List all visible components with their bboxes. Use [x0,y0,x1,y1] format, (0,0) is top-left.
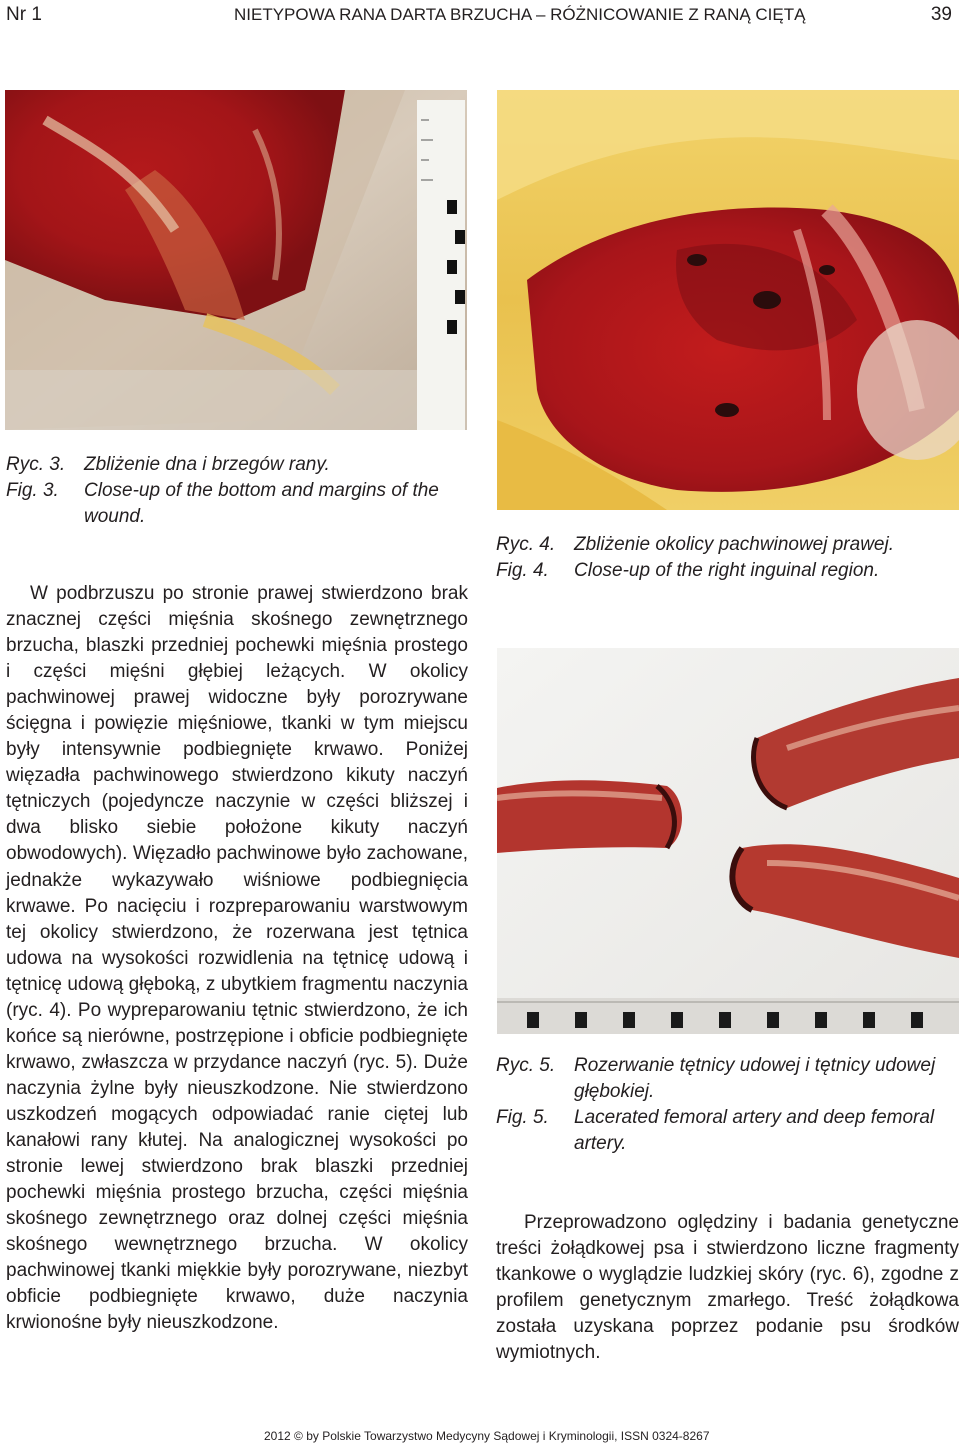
figure-3-caption [6,452,474,530]
figure-4-label-pl: Ryc. 4. [496,534,556,555]
figure-3-photo [5,90,467,430]
figure-3-caption-pl: Zbliżenie dna i brzegów rany. [84,454,330,475]
figure-5-caption-pl: Rozerwanie tętnicy udowej i tętnicy udowej głębokiej. [574,1055,936,1102]
figure-4-caption-en: Close-up of the right inguinal region. [574,560,880,581]
figure-5-caption-en: Lacerated femoral artery and deep femoral artery. [574,1107,935,1154]
body-paragraph-right: Przeprowadzono oględziny i badania genetyczne treści żołądkowej psa i stwierdzono liczne fragmenty tkankowe o wyglądzie ludzkiej skóry (ryc. 6), zgodne z profilem genetycznym zmarłego. Treść żołądkowa została uzyskana poprzez podanie psu środków wymiotnych. [496,1212,959,1364]
figure-5-photo [497,648,959,1034]
body-paragraph-left: W podbrzuszu po stronie prawej stwierdzono brak znacznej części mięśnia skośnego zewnętrznego brzucha, blaszki przedniej pochewki mięśnia prostego i części mięśni głębiej leżących. W okolicy pachwinowej prawej widoczne były porozrywane ścięgna i powięzie mięśniowe, tkanki w tym miejscu były intensywnie podbiegnięte krwawo. Poniżej więzadła pachwinowego stwierdzono kikuty naczyń tętniczych (pojedyncze naczynie w części bliższej i dwa blisko siebie położone kikuty naczyń obwodowych). Więzadło pachwinowe było zachowane, jednakże wykazywało wiśniowe podbiegnięcia krwawe. Po nacięciu i rozpreparowaniu warstwowym tej okolicy stwierdzono, że rozerwana jest tętnica udowa na wysokości rozwidlenia na tętnicę udową i tętnicę udową głęboką, z ubytkiem fragmentu naczynia (ryc. 4). Po wypreparowaniu tętnic stwierdzono, że ich końce są nierówne, postrzępione i obficie podbiegnięte krwawo, zwłaszcza w przydance naczyń (ryc. 5). Duże naczynia żylne były nieuszkodzone. Nie stwierdzono uszkodzeń mogących odpowiadać ranie ciętej lub kanałowi rany kłutej. Na analogicznej wysokości po stronie lewej stwierdzono brak blaszki przedniej pochewki mięśnia prostego brzucha, części mięśnia skośnego zewnętrznego oraz dolnej części mięśnia skośnego wewnętrznego brzucha. W okolicy pachwinowej tkanki miękkie były porozrywane, niezbyt obficie podbiegnięte krwawo, duże naczynia krwionośne były nieuszkodzone. [6,583,468,1334]
figure-5-label-en: Fig. 5. [496,1107,549,1128]
figure-5-label-pl: Ryc. 5. [496,1055,556,1076]
figure-4-photo [497,90,959,510]
issue-number: Nr 1 [6,4,42,25]
figure-4-caption-pl: Zbliżenie okolicy pachwinowej prawej. [574,534,894,555]
running-title: NIETYPOWA RANA DARTA BRZUCHA – RÓŻNICOWANIE Z RANĄ CIĘTĄ [234,5,806,24]
figure-3-label-en: Fig. 3. [6,480,59,501]
figure-4-caption [496,532,958,584]
page-footer: 2012 © by Polskie Towarzystwo Medycyny Sądowej i Kryminologii, ISSN 0324-8267 [264,1429,710,1443]
figure-3-label-pl: Ryc. 3. [6,454,66,475]
figure-4-label-en: Fig. 4. [496,560,549,581]
figure-3-caption-en: Close-up of the bottom and margins of the wound. [84,480,439,527]
figure-5-caption [496,1053,958,1157]
page-number: 39 [930,4,952,25]
